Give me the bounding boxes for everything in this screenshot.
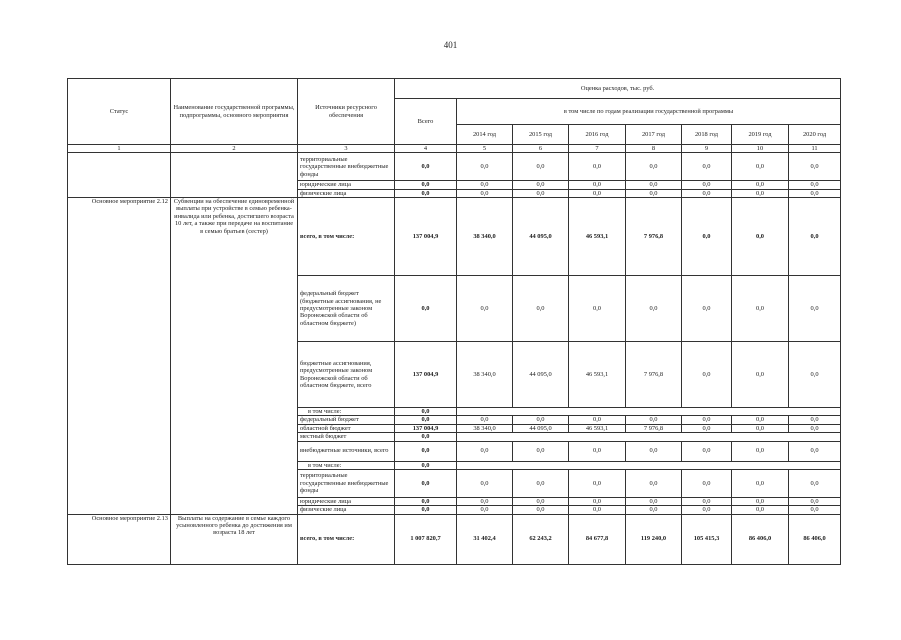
value-cell: 0,0: [732, 506, 789, 514]
value-cell: 38 340,0: [457, 342, 513, 408]
value-cell: 38 340,0: [457, 198, 513, 276]
col-number: 5: [457, 145, 513, 153]
value-cell: 38 340,0: [457, 424, 513, 432]
header-row: [68, 79, 841, 99]
source-cell: в том числе:: [298, 461, 395, 469]
header-year: 2015 год: [513, 125, 569, 145]
source-cell: юридические лица: [298, 181, 395, 189]
source-cell: бюджетные ассигнования, предусмотренные законом Воронежской области об областном бюджете, всего: [298, 342, 395, 408]
status-cell: Основное мероприятие 2.12: [68, 198, 171, 515]
value-cell: 0,0: [682, 416, 732, 424]
value-cell: 62 243,2: [513, 514, 569, 564]
header-year: 2014 год: [457, 125, 513, 145]
value-cell: 0,0: [789, 441, 841, 461]
value-cell: 0,0: [682, 198, 732, 276]
value-cell: 7 976,8: [626, 424, 682, 432]
value-cell: 86 406,0: [732, 514, 789, 564]
empty-cell: [457, 408, 841, 416]
source-cell: в том числе:: [298, 408, 395, 416]
value-cell: 0,0: [569, 181, 626, 189]
value-cell: 0,0: [682, 506, 732, 514]
value-cell: 0,0: [789, 153, 841, 181]
name-cell-empty: [171, 153, 298, 198]
value-cell: 0,0: [682, 497, 732, 505]
value-cell: 31 402,4: [457, 514, 513, 564]
value-cell: 0,0: [732, 189, 789, 197]
value-cell: 0,0: [732, 441, 789, 461]
value-cell: 44 095,0: [513, 424, 569, 432]
value-cell: 0,0: [457, 497, 513, 505]
value-cell: 0,0: [457, 276, 513, 342]
value-cell: 46 593,1: [569, 424, 626, 432]
header-status: Статус: [68, 79, 171, 145]
source-cell: областной бюджет: [298, 424, 395, 432]
source-cell: всего, в том числе:: [298, 514, 395, 564]
value-cell: 0,0: [395, 276, 457, 342]
value-cell: 0,0: [569, 189, 626, 197]
value-cell: 0,0: [682, 181, 732, 189]
value-cell: 0,0: [789, 506, 841, 514]
source-cell: федеральный бюджет (бюджетные ассигнования, не предусмотренные законом Воронежской области об областном бюджете): [298, 276, 395, 342]
value-cell: 0,0: [395, 189, 457, 197]
value-cell: 0,0: [513, 441, 569, 461]
value-cell: 0,0: [789, 469, 841, 497]
value-cell: 7 976,8: [626, 342, 682, 408]
value-cell: 0,0: [395, 408, 457, 416]
header-sources: Источники ресурсного обеспечения: [298, 79, 395, 145]
source-cell: физические лица: [298, 189, 395, 197]
value-cell: 0,0: [789, 276, 841, 342]
value-cell: 0,0: [626, 189, 682, 197]
table-row: [68, 153, 841, 181]
value-cell: 0,0: [626, 181, 682, 189]
col-number: 1: [68, 145, 171, 153]
value-cell: 0,0: [732, 153, 789, 181]
value-cell: 46 593,1: [569, 198, 626, 276]
header-year: 2016 год: [569, 125, 626, 145]
value-cell: 0,0: [569, 506, 626, 514]
value-cell: 137 004,9: [395, 342, 457, 408]
value-cell: 86 406,0: [789, 514, 841, 564]
value-cell: 0,0: [513, 469, 569, 497]
value-cell: 0,0: [732, 469, 789, 497]
expense-table: [67, 78, 841, 565]
value-cell: 119 240,0: [626, 514, 682, 564]
source-cell: территориальные государственные внебюджетные фонды: [298, 469, 395, 497]
value-cell: 1 007 820,7: [395, 514, 457, 564]
value-cell: 0,0: [569, 469, 626, 497]
value-cell: 0,0: [457, 441, 513, 461]
source-cell: физические лица: [298, 506, 395, 514]
value-cell: 0,0: [513, 189, 569, 197]
col-number: 9: [682, 145, 732, 153]
value-cell: 0,0: [569, 497, 626, 505]
header-by-years: в том числе по годам реализации государственной программы: [457, 99, 841, 125]
header-year: 2017 год: [626, 125, 682, 145]
value-cell: 0,0: [789, 497, 841, 505]
source-cell: местный бюджет: [298, 433, 395, 441]
status-cell-empty: [68, 153, 171, 198]
col-number: 7: [569, 145, 626, 153]
page-number: 401: [443, 40, 458, 50]
value-cell: 0,0: [732, 416, 789, 424]
value-cell: 0,0: [732, 276, 789, 342]
value-cell: 0,0: [513, 181, 569, 189]
col-number: 10: [732, 145, 789, 153]
value-cell: 0,0: [457, 469, 513, 497]
value-cell: 0,0: [395, 433, 457, 441]
measure-name-cell: Субвенции на обеспечение единовременной выплаты при устройстве в семью ребенка-инвалида или ребенка, достигшего возраста 10 лет, а также при передаче на воспитание в семью братьев (сестер): [171, 198, 298, 515]
value-cell: 0,0: [732, 198, 789, 276]
value-cell: 7 976,8: [626, 198, 682, 276]
value-cell: 0,0: [682, 424, 732, 432]
value-cell: 0,0: [395, 497, 457, 505]
measure-name-cell: Выплаты на содержание в семье каждого усыновленного ребенка до достижения им возраста 18 лет: [171, 514, 298, 564]
value-cell: 0,0: [513, 506, 569, 514]
empty-cell: [457, 433, 841, 441]
value-cell: 44 095,0: [513, 342, 569, 408]
value-cell: 0,0: [789, 424, 841, 432]
header-year: 2019 год: [732, 125, 789, 145]
header-estimate: Оценка расходов, тыс. руб.: [395, 79, 841, 99]
value-cell: 0,0: [732, 181, 789, 189]
source-cell: территориальные государственные внебюджетные фонды: [298, 153, 395, 181]
col-number: 2: [171, 145, 298, 153]
value-cell: 0,0: [457, 181, 513, 189]
col-number: 4: [395, 145, 457, 153]
value-cell: 0,0: [732, 424, 789, 432]
header-name: Наименование государственной программы, подпрограммы, основного мероприятия: [171, 79, 298, 145]
value-cell: 0,0: [457, 189, 513, 197]
value-cell: 0,0: [513, 497, 569, 505]
value-cell: 0,0: [395, 461, 457, 469]
value-cell: 0,0: [789, 342, 841, 408]
value-cell: 0,0: [732, 342, 789, 408]
value-cell: 0,0: [395, 416, 457, 424]
value-cell: 0,0: [569, 153, 626, 181]
value-cell: 46 593,1: [569, 342, 626, 408]
value-cell: 0,0: [569, 416, 626, 424]
value-cell: 105 415,3: [682, 514, 732, 564]
value-cell: 0,0: [457, 153, 513, 181]
empty-cell: [457, 461, 841, 469]
value-cell: 0,0: [395, 506, 457, 514]
source-cell: внебюджетные источники, всего: [298, 441, 395, 461]
value-cell: 137 004,9: [395, 424, 457, 432]
value-cell: 0,0: [513, 276, 569, 342]
status-cell: Основное мероприятие 2.13: [68, 514, 171, 564]
value-cell: 0,0: [626, 506, 682, 514]
header-year: 2018 год: [682, 125, 732, 145]
value-cell: 0,0: [626, 153, 682, 181]
value-cell: 0,0: [682, 276, 732, 342]
value-cell: 0,0: [732, 497, 789, 505]
value-cell: 0,0: [626, 276, 682, 342]
header-year: 2020 год: [789, 125, 841, 145]
value-cell: 44 095,0: [513, 198, 569, 276]
value-cell: 0,0: [789, 198, 841, 276]
value-cell: 0,0: [626, 416, 682, 424]
value-cell: 0,0: [626, 497, 682, 505]
table-row: [68, 198, 841, 276]
col-number: 8: [626, 145, 682, 153]
value-cell: 0,0: [626, 469, 682, 497]
value-cell: 0,0: [682, 153, 732, 181]
value-cell: 0,0: [395, 153, 457, 181]
col-number: 11: [789, 145, 841, 153]
value-cell: 0,0: [457, 506, 513, 514]
value-cell: 0,0: [457, 416, 513, 424]
value-cell: 0,0: [789, 416, 841, 424]
value-cell: 0,0: [513, 153, 569, 181]
value-cell: 137 004,9: [395, 198, 457, 276]
value-cell: 0,0: [569, 441, 626, 461]
value-cell: 0,0: [569, 276, 626, 342]
value-cell: 0,0: [395, 441, 457, 461]
header-total: Всего: [395, 99, 457, 145]
value-cell: 0,0: [789, 181, 841, 189]
value-cell: 0,0: [395, 181, 457, 189]
value-cell: 0,0: [789, 189, 841, 197]
value-cell: 0,0: [682, 469, 732, 497]
value-cell: 0,0: [395, 469, 457, 497]
value-cell: 84 677,8: [569, 514, 626, 564]
source-cell: юридические лица: [298, 497, 395, 505]
column-number-row: [68, 145, 841, 153]
col-number: 6: [513, 145, 569, 153]
value-cell: 0,0: [513, 416, 569, 424]
source-cell: федеральный бюджет: [298, 416, 395, 424]
col-number: 3: [298, 145, 395, 153]
value-cell: 0,0: [626, 441, 682, 461]
value-cell: 0,0: [682, 342, 732, 408]
value-cell: 0,0: [682, 441, 732, 461]
source-cell: всего, в том числе:: [298, 198, 395, 276]
table-row: [68, 514, 841, 564]
value-cell: 0,0: [682, 189, 732, 197]
